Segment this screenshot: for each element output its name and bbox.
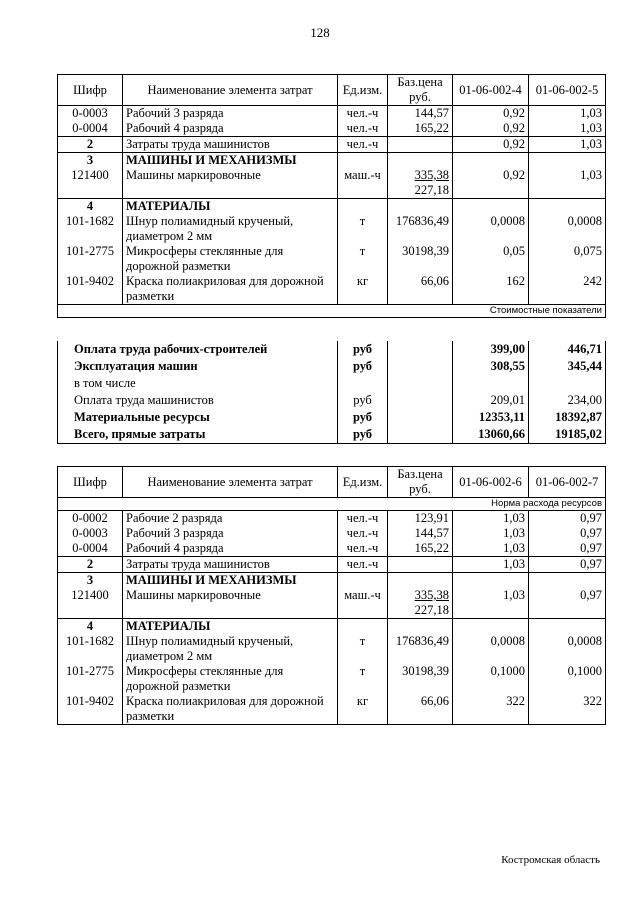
header-name: Наименование элемента затрат [123, 467, 338, 498]
table-row: 0-0003 Рабочий 3 разряда чел.-ч 144,57 0,92 1,03 [58, 106, 606, 122]
table-row: 121400 Машины маркировочные маш.-ч 335,38 227,18 1,03 0,97 [58, 588, 606, 619]
table-section-row: 4 МАТЕРИАЛЫ [58, 619, 606, 635]
resource-table-2 [57, 466, 606, 725]
header-price: Баз.цена руб. [388, 467, 453, 498]
table-row: 101-2775 Микросферы стеклянные для дорожной разметки т 30198,39 0,1000 0,1000 [58, 664, 606, 694]
table-row: 121400 Машины маркировочные маш.-ч 335,38 227,18 0,92 1,03 [58, 168, 606, 199]
table-row: 2 Затраты труда машинистов чел.-ч 1,03 0,97 [58, 557, 606, 573]
summary-row: Оплата труда машинистов руб 209,01 234,00 [58, 392, 606, 409]
note-row [58, 498, 606, 511]
header-col-b: 01-06-002-5 [529, 75, 606, 106]
table-section-row: 4 МАТЕРИАЛЫ [58, 199, 606, 215]
table-row: 101-1682 Шнур полиамидный крученый, диаметром 2 мм т 176836,49 0,0008 0,0008 [58, 214, 606, 244]
header-col-b: 01-06-002-7 [529, 467, 606, 498]
table-row: 101-9402 Краска полиакриловая для дорожной разметки кг 66,06 162 242 [58, 274, 606, 305]
table-row: 101-2775 Микросферы стеклянные для дорожной разметки т 30198,39 0,05 0,075 [58, 244, 606, 274]
table-section-row: 3 МАШИНЫ И МЕХАНИЗМЫ [58, 153, 606, 169]
header-name: Наименование элемента затрат [123, 75, 338, 106]
cost-indicators-note: Стоимостные показатели [58, 305, 606, 318]
summary-row: Материальные ресурсы руб 12353,11 18392,87 [58, 409, 606, 426]
resource-norm-note: Норма расхода ресурсов [58, 498, 606, 511]
header-unit: Ед.изм. [338, 75, 388, 106]
header-code: Шифр [58, 75, 123, 106]
header-col-a: 01-06-002-6 [453, 467, 529, 498]
header-unit: Ед.изм. [338, 467, 388, 498]
summary-table [57, 341, 606, 444]
summary-row: Эксплуатация машин руб 308,55 345,44 [58, 358, 606, 375]
table-header-row [58, 75, 606, 106]
resource-table-1 [57, 74, 606, 318]
table-row: 0-0004 Рабочий 4 разряда чел.-ч 165,22 1,03 0,97 [58, 541, 606, 557]
header-col-a: 01-06-002-4 [453, 75, 529, 106]
header-price: Баз.цена руб. [388, 75, 453, 106]
note-row [58, 305, 606, 318]
table-row: 101-1682 Шнур полиамидный крученый, диаметром 2 мм т 176836,49 0,0008 0,0008 [58, 634, 606, 664]
page-number: 128 [310, 25, 330, 40]
region-footer: Костромская область [501, 854, 600, 866]
summary-row: Оплата труда рабочих-строителей руб 399,00 446,71 [58, 341, 606, 358]
summary-row: в том числе [58, 375, 606, 392]
table-row: 0-0002 Рабочие 2 разряда чел.-ч 123,91 1,03 0,97 [58, 511, 606, 527]
table-row: 101-9402 Краска полиакриловая для дорожной разметки кг 66,06 322 322 [58, 694, 606, 725]
header-code: Шифр [58, 467, 123, 498]
table-row: 0-0004 Рабочий 4 разряда чел.-ч 165,22 0,92 1,03 [58, 121, 606, 137]
table-section-row: 3 МАШИНЫ И МЕХАНИЗМЫ [58, 573, 606, 589]
summary-row: Всего, прямые затраты руб 13060,66 19185,02 [58, 426, 606, 444]
table-row: 2 Затраты труда машинистов чел.-ч 0,92 1,03 [58, 137, 606, 153]
table-header-row [58, 467, 606, 498]
table-row: 0-0003 Рабочий 3 разряда чел.-ч 144,57 1,03 0,97 [58, 526, 606, 541]
